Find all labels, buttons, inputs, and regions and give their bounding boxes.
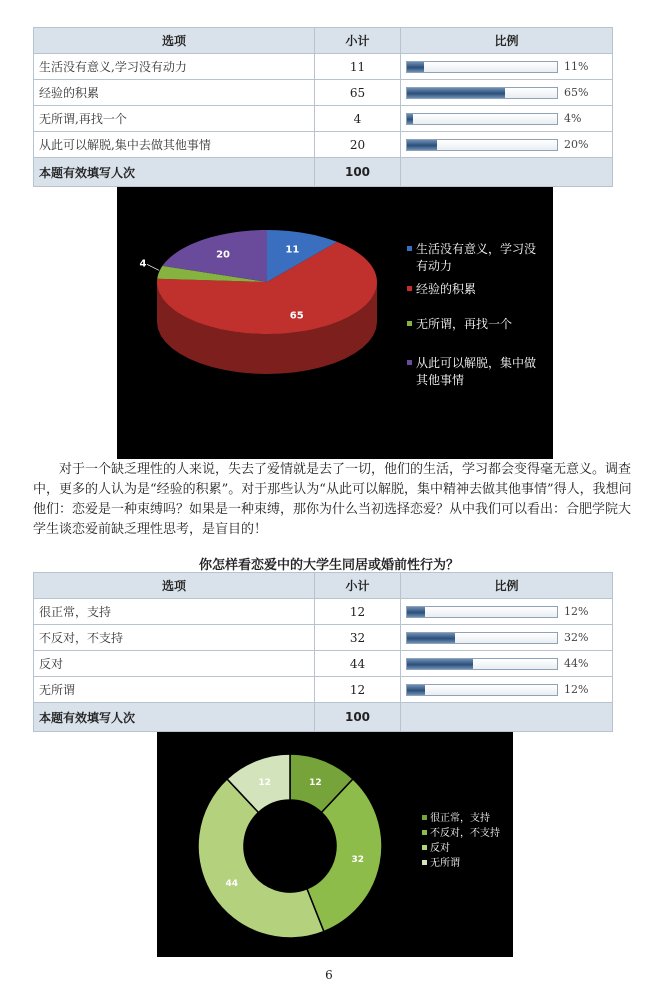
ratio-cell (401, 80, 613, 106)
legend-label-0: 生活没有意义，学习没有动力 (416, 242, 537, 273)
donut-data-label-0: 12 (309, 777, 322, 788)
pie-data-label-1: 65 (289, 310, 304, 322)
donut-data-label-3: 12 (258, 777, 271, 788)
total-row (34, 703, 613, 732)
results-table-2 (33, 572, 613, 732)
col-header-count: 小计 (315, 28, 401, 54)
table-row (34, 106, 613, 132)
percent-text: 32% (564, 631, 589, 644)
col-header-option: 选项 (34, 28, 315, 54)
percent-text: 12% (564, 605, 589, 618)
option-cell: 生活没有意义,学习没有动力 (34, 54, 315, 80)
pie-chart-svg (117, 187, 553, 459)
count-cell: 65 (315, 80, 401, 106)
table-row (34, 599, 613, 625)
legend-label-0: 很正常，支持 (430, 813, 490, 824)
ratio-cell (401, 651, 613, 677)
ratio-bar (406, 139, 558, 151)
legend-swatch-3 (422, 860, 427, 865)
option-cell: 很正常，支持 (34, 599, 315, 625)
paragraph-text: 对于一个缺乏理性的人来说，失去了爱情就是去了一切，他们的生活，学习都会变得毫无意义。调查中，更多的人认为是“经验的积累”。对于那些认为“从此可以解脱，集中精神去做其他事情”得人，我想问他们：恋爱是一种束缚吗？如果是一种束缚，那你为什么当初选择恋爱？从中我们可以看出：合肥学院大学生谈恋爱前缺乏理性思考，是盲目的！ (33, 462, 632, 537)
analysis-paragraph (33, 460, 633, 540)
ratio-bar (406, 606, 558, 618)
legend-swatch-0 (422, 815, 427, 820)
count-cell: 44 (315, 651, 401, 677)
ratio-bar (406, 684, 558, 696)
count-cell: 32 (315, 625, 401, 651)
count-cell: 11 (315, 54, 401, 80)
ratio-cell (401, 54, 613, 80)
ratio-cell (401, 625, 613, 651)
option-cell: 不反对，不支持 (34, 625, 315, 651)
table-row (34, 132, 613, 158)
pie-leader-line-2 (147, 264, 159, 270)
percent-text: 12% (564, 683, 589, 696)
legend-swatch-3 (407, 360, 412, 365)
results-table-1 (33, 27, 613, 187)
legend-swatch-1 (407, 286, 412, 291)
count-cell: 12 (315, 599, 401, 625)
count-cell: 12 (315, 677, 401, 703)
table-row (34, 651, 613, 677)
donut-data-label-1: 32 (351, 854, 365, 865)
option-cell: 反对 (34, 651, 315, 677)
col-header-option: 选项 (34, 573, 315, 599)
total-label: 本题有效填写人次 (34, 158, 315, 187)
donut-data-label-2: 44 (225, 878, 239, 889)
ratio-bar (406, 61, 558, 73)
legend-swatch-0 (407, 246, 412, 251)
col-header-ratio: 比例 (401, 573, 613, 599)
pie-data-label-0: 11 (285, 244, 300, 256)
percent-text: 65% (564, 86, 589, 99)
percent-text: 4% (564, 112, 582, 125)
ratio-cell (401, 132, 613, 158)
legend-swatch-2 (407, 321, 412, 326)
count-cell: 20 (315, 132, 401, 158)
ratio-bar (406, 658, 558, 670)
legend-label-2: 无所谓，再找一个 (416, 317, 513, 331)
option-cell: 无所谓 (34, 677, 315, 703)
col-header-count: 小计 (315, 573, 401, 599)
total-value: 100 (315, 703, 401, 732)
total-value: 100 (315, 158, 401, 187)
legend-label-2: 反对 (430, 843, 450, 854)
option-cell: 经验的积累 (34, 80, 315, 106)
legend-label-3: 从此可以解脱，集中做其他事情 (416, 356, 537, 387)
pie-data-label-2: 4 (139, 258, 147, 270)
question-title: 你怎样看恋爱中的大学生同居或婚前性行为？ (198, 558, 459, 573)
option-cell: 无所谓,再找一个 (34, 106, 315, 132)
legend-swatch-2 (422, 845, 427, 850)
ratio-bar (406, 87, 558, 99)
total-label: 本题有效填写人次 (34, 703, 315, 732)
ratio-cell (401, 599, 613, 625)
table-header (34, 28, 613, 54)
count-cell: 4 (315, 106, 401, 132)
table-row (34, 677, 613, 703)
ratio-cell (401, 677, 613, 703)
legend-label-1: 经验的积累 (416, 282, 477, 296)
ratio-bar (406, 632, 558, 644)
percent-text: 20% (564, 138, 589, 151)
table-row (34, 80, 613, 106)
ratio-cell (401, 106, 613, 132)
page-number: 6 (325, 968, 333, 982)
table-row (34, 625, 613, 651)
donut-chart (157, 732, 513, 957)
legend-label-3: 无所谓 (430, 858, 460, 869)
table-header (34, 573, 613, 599)
percent-text: 11% (564, 60, 589, 73)
donut-chart-svg (157, 732, 513, 957)
ratio-bar (406, 113, 558, 125)
legend-swatch-1 (422, 830, 427, 835)
option-cell: 从此可以解脱,集中去做其他事情 (34, 132, 315, 158)
legend-label-1: 不反对，不支持 (430, 828, 500, 839)
table-row (34, 54, 613, 80)
pie-chart-1 (117, 187, 553, 459)
col-header-ratio: 比例 (401, 28, 613, 54)
percent-text: 44% (564, 657, 589, 670)
pie-data-label-3: 20 (216, 249, 230, 261)
total-row (34, 158, 613, 187)
